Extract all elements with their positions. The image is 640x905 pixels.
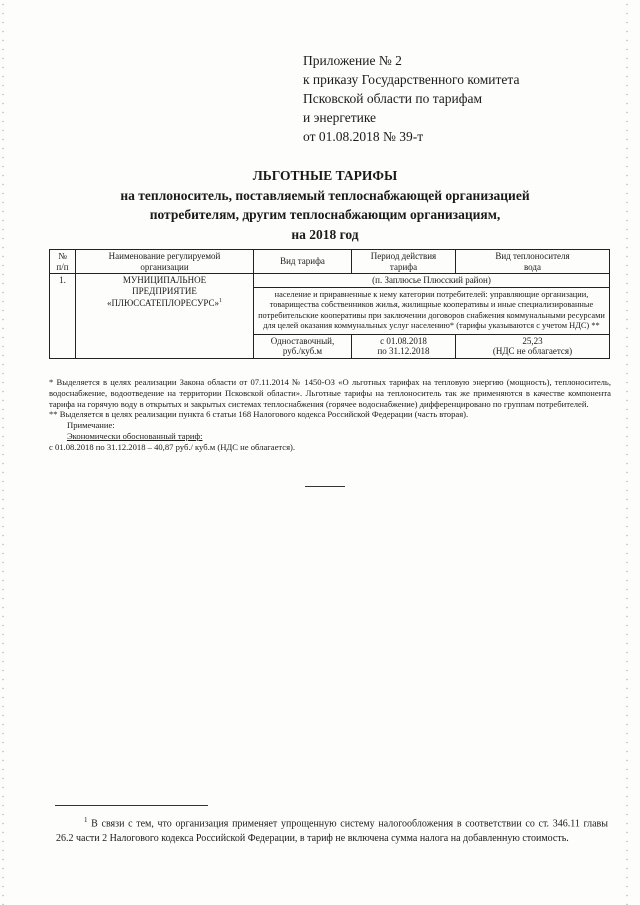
note-single-star: * Выделяется в целях реализации Закона области от 07.11.2014 № 1450-ОЗ «О льготных тарифах на тепловую энергию (мощность), теплоноситель, водоснабжение, водоотведение на территории Псковской области». Льготные тарифы на теплоноситель так же применяются в качестве компонента тарифа на горячую воду в открытых и закрытых системах теплоснабжения (горячее водоснабжение) дифференцировано по группам потребителей. (49, 377, 611, 409)
separator-line (305, 486, 345, 487)
row-consumers: население и приравненные к нему категории потребителей: управляющие организации, товарищества собственников жилья, жилищные кооперативы и иные специализированные потребительские кооперативы при заключении договоров снабжения коммунальными ресурсами для целей оказания коммунальных услуг населению* (тарифы указываются с учетом НДС) ** (254, 287, 610, 334)
header-carrier: Вид теплоносителя вода (456, 250, 610, 274)
scan-edge-right (626, 0, 628, 905)
footnote-text: В связи с тем, что организация применяет упрощенную систему налогообложения в соответствии со ст. 346.11 главы 26.2 части 2 Налогового кодекса Российской Федерации, в тариф не включена сумма налога на добавленную стоимость. (56, 818, 608, 845)
appendix-header (303, 51, 603, 146)
justified-tariff-label: Экономически обоснованный тариф: (67, 430, 203, 441)
appendix-line: Приложение № 2 (303, 53, 402, 68)
header-num: № п/п (50, 250, 76, 274)
header-period: Период действия тарифа (352, 250, 456, 274)
title-line: на 2018 год (291, 226, 359, 242)
footnote (56, 813, 608, 846)
title-line: потребителям, другим теплоснабжающим организациям, (149, 207, 501, 222)
footnote-mark: 1 (84, 816, 88, 824)
scan-edge-left (2, 0, 4, 905)
row-period: с 01.08.2018 по 31.12.2018 (352, 334, 456, 358)
footnote-rule (55, 805, 208, 806)
title-line: ЛЬГОТНЫЕ ТАРИФЫ (252, 168, 398, 183)
header-tariff-type: Вид тарифа (254, 250, 352, 274)
appendix-line: к приказу Государственного комитета (303, 72, 520, 87)
note-double-star: ** Выделяется в целях реализации пункта 6 статьи 168 Налогового кодекса Российской Федерации (часть вторая). (49, 409, 469, 420)
document-title (40, 166, 610, 244)
footnote-ref: 1 (219, 298, 223, 304)
row-tariff-value: 25,23 (НДС не облагается) (456, 334, 610, 358)
justified-tariff-value: с 01.08.2018 по 31.12.2018 – 40,87 руб./ куб.м (НДС не облагается). (49, 441, 296, 452)
table-header-row (50, 250, 610, 274)
row-location: (п. Заплюсье Плюсский район) (254, 274, 610, 288)
remark-label: Примечание: (67, 420, 115, 431)
row-tariff-type: Одноставочный, руб./куб.м (254, 334, 352, 358)
tariff-table (49, 249, 610, 359)
notes-block (49, 377, 611, 453)
appendix-line: и энергетике (303, 110, 377, 125)
row-organization: МУНИЦИПАЛЬНОЕ ПРЕДПРИЯТИЕ «ПЛЮССАТЕПЛОРЕСУРС»$^1$ (76, 274, 254, 359)
header-organization: Наименование регулируемой организации (76, 250, 254, 274)
table-row (50, 274, 610, 288)
title-line: на теплоноситель, поставляемый теплоснабжающей организацией (120, 187, 530, 203)
row-num: 1. (50, 274, 76, 359)
appendix-line: Псковской области по тарифам (303, 91, 483, 106)
appendix-line: от 01.08.2018 № 39-т (303, 129, 424, 144)
